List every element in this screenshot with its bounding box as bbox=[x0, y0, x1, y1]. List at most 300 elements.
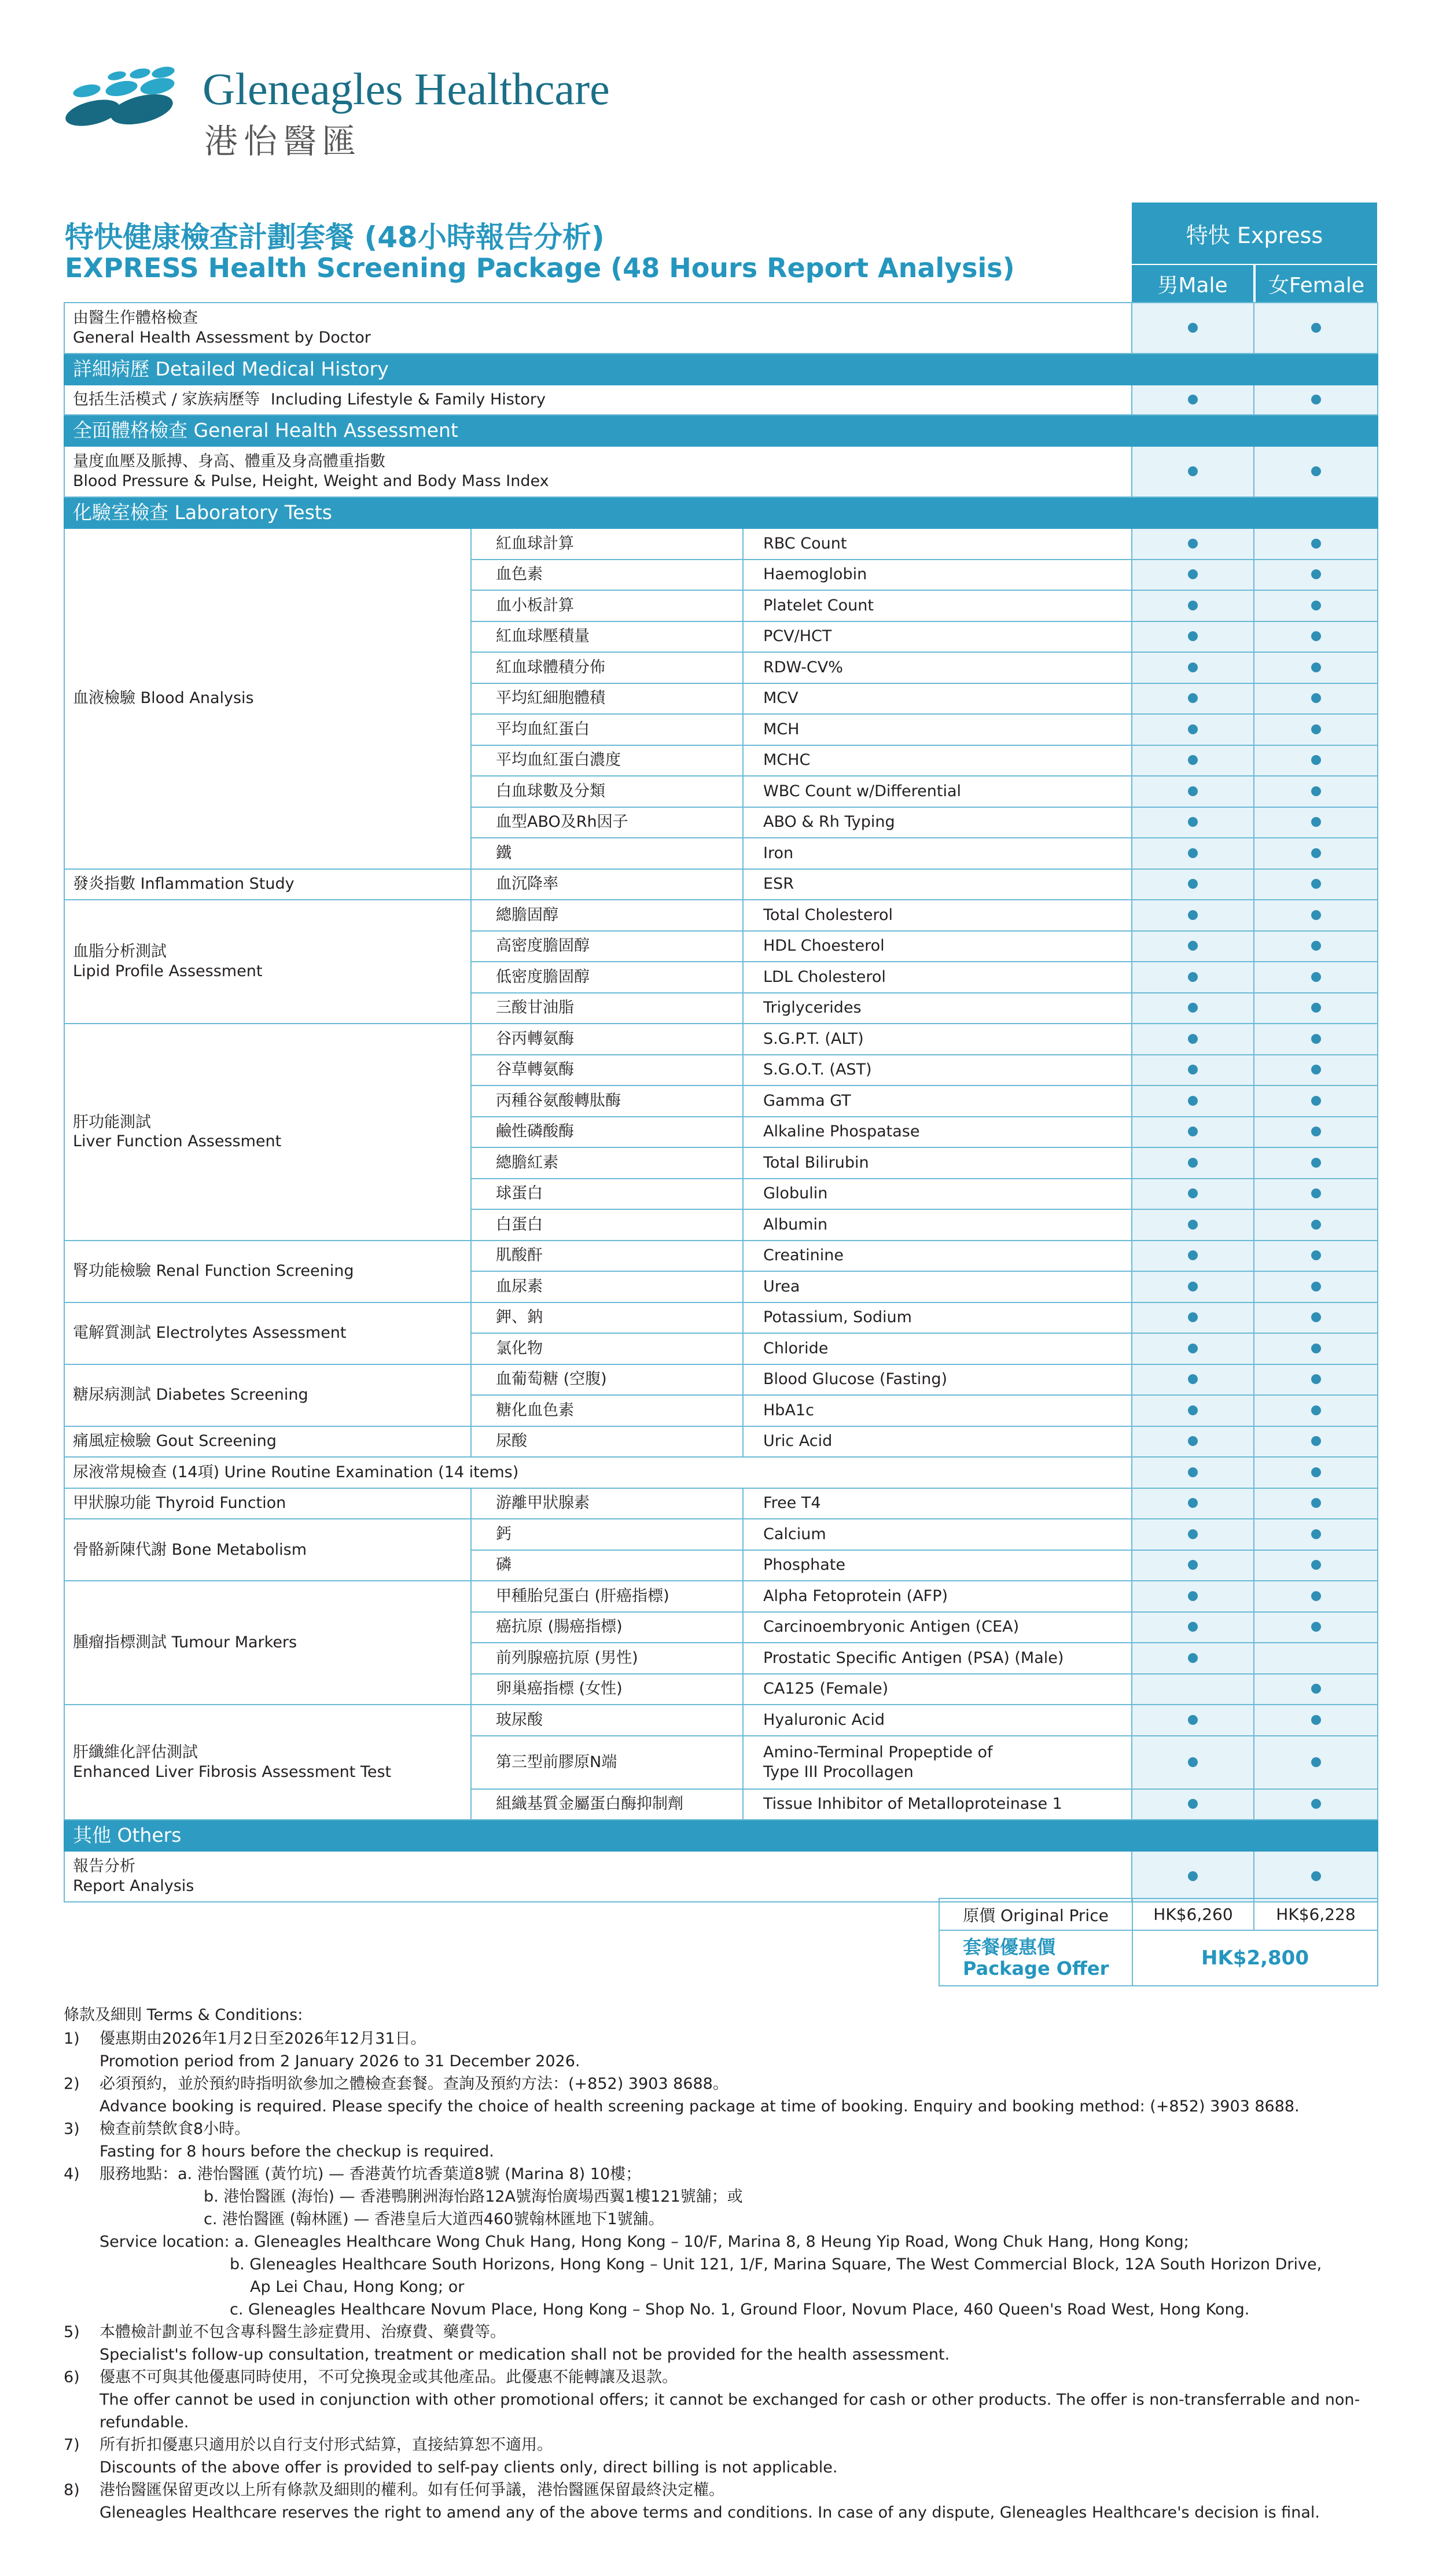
term-number: 3) bbox=[64, 2120, 80, 2138]
male-cell bbox=[1132, 993, 1254, 1024]
included-dot-icon bbox=[1311, 539, 1321, 549]
lab-test-en-line: Potassium, Sodium bbox=[763, 1308, 912, 1327]
included-dot-icon bbox=[1311, 1684, 1321, 1694]
female-cell bbox=[1254, 807, 1378, 838]
term-line: 優惠期由2026年1月2日至2026年12月31日。 bbox=[100, 2030, 426, 2048]
lab-test-en bbox=[743, 1550, 1132, 1581]
lab-test-zh: 鹼性磷酸酶 bbox=[471, 1117, 743, 1148]
included-dot-icon bbox=[1188, 817, 1198, 827]
included-dot-icon bbox=[1311, 693, 1321, 703]
lab-test-row bbox=[64, 1302, 1378, 1334]
lab-test-zh: 紅血球體積分佈 bbox=[471, 652, 743, 683]
screening-item-row bbox=[64, 446, 1378, 497]
page-title-en: EXPRESS Health Screening Package (48 Hours Report Analysis) bbox=[65, 252, 1015, 284]
female-cell bbox=[1254, 1674, 1378, 1705]
lab-test-en bbox=[743, 931, 1132, 962]
lab-test-en bbox=[743, 1789, 1132, 1820]
lab-test-en-line: Phosphate bbox=[763, 1556, 845, 1574]
lab-test-en bbox=[743, 900, 1132, 931]
lab-test-zh: 谷丙轉氨酶 bbox=[471, 1024, 743, 1055]
lab-test-row bbox=[64, 1241, 1378, 1272]
lab-group-label-line: 血液檢驗 Blood Analysis bbox=[73, 689, 254, 708]
lab-test-en bbox=[743, 1055, 1132, 1086]
male-cell bbox=[1132, 446, 1254, 497]
male-cell bbox=[1132, 303, 1254, 354]
female-cell bbox=[1254, 900, 1378, 931]
lab-test-zh: 卵巢癌指標 (女性) bbox=[471, 1674, 743, 1705]
term-line: Advance booking is required. Please specify the choice of health screening package at time of booking. Enquiry and booking method: (+852) 3903 8688. bbox=[100, 2097, 1300, 2115]
lab-test-zh: 肌酸酐 bbox=[471, 1241, 743, 1272]
term-line: Gleneagles Healthcare reserves the right to amend any of the above terms and conditions. In case of any dispute, Gleneagles Healthcare's decision is final. bbox=[100, 2504, 1320, 2522]
term-item bbox=[64, 2366, 1383, 2434]
included-dot-icon bbox=[1311, 1188, 1321, 1198]
included-dot-icon bbox=[1311, 1498, 1321, 1508]
term-line: Promotion period from 2 January 2026 to 31 December 2026. bbox=[100, 2052, 580, 2070]
male-cell bbox=[1132, 621, 1254, 653]
term-item bbox=[64, 2479, 1383, 2524]
male-cell bbox=[1132, 838, 1254, 869]
report-analysis-zh: 報告分析 bbox=[73, 1857, 135, 1876]
male-cell bbox=[1132, 1705, 1254, 1736]
included-dot-icon bbox=[1311, 879, 1321, 889]
term-body bbox=[100, 2434, 1383, 2479]
term-body bbox=[100, 2027, 1383, 2073]
included-dot-icon bbox=[1311, 569, 1321, 579]
lab-test-zh: 紅血球壓積量 bbox=[471, 621, 743, 653]
term-number: 8) bbox=[64, 2481, 80, 2499]
female-cell bbox=[1254, 621, 1378, 653]
included-dot-icon bbox=[1188, 755, 1198, 765]
term-line: 必須預約，並於預約時指明欲參加之體檢查套餐。查詢及預約方法：(+852) 3903 8688。 bbox=[100, 2075, 728, 2093]
lab-test-en bbox=[743, 962, 1132, 993]
section-label: 全面體格檢查 General Health Assessment bbox=[64, 415, 1378, 446]
male-cell bbox=[1132, 1055, 1254, 1086]
included-dot-icon bbox=[1311, 755, 1321, 765]
term-line: The offer cannot be used in conjunction with other promotional offers; it cannot be exchanged for cash or other products. The offer is non-transferrable and non-refundable. bbox=[100, 2391, 1360, 2431]
lab-test-en-line: Iron bbox=[763, 844, 794, 862]
lab-group-label bbox=[64, 1024, 471, 1241]
lab-test-zh: 玻尿酸 bbox=[471, 1705, 743, 1736]
section-header bbox=[64, 1820, 1378, 1851]
original-price-female: HK$6,228 bbox=[1254, 1898, 1378, 1930]
male-cell bbox=[1132, 1241, 1254, 1272]
included-dot-icon bbox=[1188, 848, 1198, 858]
lab-test-en-line: Carcinoembryonic Antigen (CEA) bbox=[763, 1618, 1020, 1636]
screening-item-row bbox=[64, 1851, 1378, 1902]
lab-group-label bbox=[64, 528, 471, 869]
lab-test-en-line: Type III Procollagen bbox=[763, 1762, 914, 1781]
included-dot-icon bbox=[1311, 395, 1321, 404]
male-cell bbox=[1132, 1581, 1254, 1612]
lab-group-label-line: 甲狀腺功能 Thyroid Function bbox=[73, 1494, 286, 1513]
lab-group-label-line: 發炎指數 Inflammation Study bbox=[73, 875, 295, 893]
lab-test-zh: 氯化物 bbox=[471, 1333, 743, 1364]
lab-test-en bbox=[743, 1426, 1132, 1458]
included-dot-icon bbox=[1188, 1529, 1198, 1539]
lab-test-en-line: HDL Choesterol bbox=[763, 937, 885, 955]
lab-test-row bbox=[64, 1519, 1378, 1550]
included-dot-icon bbox=[1188, 1871, 1198, 1881]
included-dot-icon bbox=[1311, 848, 1321, 858]
term-number: 6) bbox=[64, 2368, 80, 2386]
female-cell bbox=[1254, 869, 1378, 900]
female-cell bbox=[1254, 1851, 1378, 1902]
term-number: 7) bbox=[64, 2436, 80, 2454]
lab-group-label bbox=[64, 1519, 471, 1581]
included-dot-icon bbox=[1311, 1127, 1321, 1136]
lab-test-en bbox=[743, 1705, 1132, 1736]
lab-test-row bbox=[64, 1705, 1378, 1736]
male-cell bbox=[1132, 1519, 1254, 1550]
term-item bbox=[64, 2163, 1383, 2321]
term-number: 1) bbox=[64, 2030, 80, 2048]
term-line: c. 港怡醫匯 (翰林匯) — 香港皇后大道西460號翰林匯地下1號舖。 bbox=[204, 2210, 664, 2228]
lab-test-en bbox=[743, 807, 1132, 838]
lab-group-label-line: 肝纖維化評估測試 bbox=[73, 1743, 198, 1761]
included-dot-icon bbox=[1188, 1560, 1198, 1570]
screening-item-zh: 量度血壓及脈搏、身高、體重及身高體重指數 bbox=[73, 452, 385, 471]
term-item bbox=[64, 2434, 1383, 2479]
term-item bbox=[64, 2118, 1383, 2163]
lab-test-en-line: Haemoglobin bbox=[763, 565, 867, 584]
included-dot-icon bbox=[1188, 941, 1198, 951]
term-body bbox=[100, 2163, 1383, 2321]
included-dot-icon bbox=[1311, 1220, 1321, 1230]
package-header bbox=[1132, 203, 1377, 302]
female-column-header: 女Female bbox=[1256, 265, 1377, 302]
included-dot-icon bbox=[1311, 601, 1321, 610]
term-item bbox=[64, 2027, 1383, 2073]
screening-item bbox=[64, 446, 1132, 497]
lab-test-zh: 前列腺癌抗原 (男性) bbox=[471, 1643, 743, 1674]
female-cell bbox=[1254, 1055, 1378, 1086]
female-cell bbox=[1254, 652, 1378, 683]
included-dot-icon bbox=[1311, 1591, 1321, 1601]
lab-group-label bbox=[64, 1705, 471, 1820]
lab-test-zh: 球蛋白 bbox=[471, 1179, 743, 1210]
female-cell bbox=[1254, 838, 1378, 869]
included-dot-icon bbox=[1188, 1374, 1198, 1384]
lab-test-zh: 紅血球計算 bbox=[471, 528, 743, 560]
lab-test-en-line: Blood Glucose (Fasting) bbox=[763, 1370, 948, 1389]
term-line: Fasting for 8 hours before the checkup is required. bbox=[100, 2143, 494, 2161]
lab-test-en-line: Amino-Terminal Propeptide of bbox=[763, 1743, 993, 1761]
male-cell bbox=[1132, 869, 1254, 900]
brand-logo bbox=[64, 61, 700, 165]
female-cell bbox=[1254, 1643, 1378, 1674]
section-header bbox=[64, 497, 1378, 528]
female-cell bbox=[1254, 931, 1378, 962]
lab-test-zh: 甲種胎兒蛋白 (肝癌指標) bbox=[471, 1581, 743, 1612]
pricing-table bbox=[939, 1898, 1378, 1986]
screening-item-en: Blood Pressure & Pulse, Height, Weight and Body Mass Index bbox=[73, 472, 549, 490]
lab-test-zh: 總膽紅素 bbox=[471, 1147, 743, 1179]
included-dot-icon bbox=[1188, 539, 1198, 549]
term-body bbox=[100, 2073, 1383, 2118]
lab-test-zh: 白血球數及分類 bbox=[471, 776, 743, 807]
lab-group-label: 尿液常規檢查 (14項) Urine Routine Examination (14 items) bbox=[64, 1457, 1132, 1488]
male-cell bbox=[1132, 560, 1254, 591]
included-dot-icon bbox=[1311, 631, 1321, 641]
term-number: 2) bbox=[64, 2075, 80, 2093]
section-label: 詳細病歷 Detailed Medical History bbox=[64, 354, 1378, 385]
lab-test-zh: 血型ABO及Rh因子 bbox=[471, 807, 743, 838]
male-cell bbox=[1132, 1117, 1254, 1148]
screening-item-en: Including Lifestyle & Family History bbox=[270, 391, 546, 409]
included-dot-icon bbox=[1311, 941, 1321, 951]
male-cell bbox=[1132, 1024, 1254, 1055]
lab-test-en-line: Albumin bbox=[763, 1215, 828, 1234]
lab-test-en-line: Triglycerides bbox=[763, 999, 862, 1017]
package-offer-price: HK$2,800 bbox=[1132, 1930, 1378, 1986]
lab-test-en-line: Total Cholesterol bbox=[763, 906, 893, 924]
terms-list bbox=[64, 2027, 1383, 2524]
lab-group-label-line: 骨骼新陳代謝 Bone Metabolism bbox=[73, 1540, 307, 1559]
lab-test-en-line: Tissue Inhibitor of Metalloproteinase 1 bbox=[763, 1795, 1062, 1813]
male-cell bbox=[1132, 1643, 1254, 1674]
female-cell bbox=[1254, 1333, 1378, 1364]
included-dot-icon bbox=[1188, 1282, 1198, 1291]
lab-group-label-line: 糖尿病測試 Diabetes Screening bbox=[73, 1386, 308, 1404]
included-dot-icon bbox=[1311, 972, 1321, 982]
package-offer-label bbox=[939, 1930, 1132, 1986]
lab-test-en bbox=[743, 1117, 1132, 1148]
lab-test-zh: 平均紅細胞體積 bbox=[471, 683, 743, 715]
male-cell bbox=[1132, 1271, 1254, 1302]
lab-test-en bbox=[743, 1302, 1132, 1334]
female-cell bbox=[1254, 1519, 1378, 1550]
lab-test-row bbox=[64, 1364, 1378, 1396]
terms-title: 條款及細則 Terms & Conditions: bbox=[64, 2006, 303, 2024]
lab-group-label bbox=[64, 1488, 471, 1519]
female-cell bbox=[1254, 1117, 1378, 1148]
lab-group-label bbox=[64, 1581, 471, 1705]
lab-test-en bbox=[743, 745, 1132, 777]
term-line: 本體檢計劃並不包含專科醫生診症費用、治療費、藥費等。 bbox=[100, 2323, 506, 2341]
lab-test-en bbox=[743, 1612, 1132, 1643]
male-cell bbox=[1132, 1426, 1254, 1458]
included-dot-icon bbox=[1188, 1158, 1198, 1168]
lab-test-en bbox=[743, 1364, 1132, 1396]
lab-test-en-line: Creatinine bbox=[763, 1246, 844, 1265]
included-dot-icon bbox=[1311, 1034, 1321, 1044]
term-body bbox=[100, 2479, 1383, 2524]
included-dot-icon bbox=[1188, 1127, 1198, 1136]
female-cell bbox=[1254, 385, 1378, 415]
male-cell bbox=[1132, 931, 1254, 962]
lab-test-zh: 組織基質金屬蛋白酶抑制劑 bbox=[471, 1789, 743, 1820]
lab-test-en bbox=[743, 1085, 1132, 1117]
lab-test-en-line: S.G.P.T. (ALT) bbox=[763, 1029, 864, 1048]
lab-test-zh: 鐵 bbox=[471, 838, 743, 869]
included-dot-icon bbox=[1311, 1622, 1321, 1632]
lab-test-en-line: Alkaline Phospatase bbox=[763, 1123, 920, 1141]
package-offer-label-en: Package Offer bbox=[963, 1957, 1109, 1979]
lab-group-label-line: 腫瘤指標測試 Tumour Markers bbox=[73, 1633, 297, 1652]
female-cell bbox=[1254, 1581, 1378, 1612]
included-dot-icon bbox=[1188, 1715, 1198, 1725]
female-cell bbox=[1254, 560, 1378, 591]
lab-test-zh: 鉀、鈉 bbox=[471, 1302, 743, 1334]
screening-item-en: General Health Assessment by Doctor bbox=[73, 329, 371, 347]
screening-item-row bbox=[64, 303, 1378, 354]
female-cell bbox=[1254, 1705, 1378, 1736]
term-body bbox=[100, 2321, 1383, 2366]
male-cell bbox=[1132, 900, 1254, 931]
lab-test-en bbox=[743, 1395, 1132, 1426]
lab-test-row bbox=[64, 1024, 1378, 1055]
included-dot-icon bbox=[1311, 1467, 1321, 1477]
term-line: Discounts of the above offer is provided to self-pay clients only, direct billing is not applicable. bbox=[100, 2459, 838, 2476]
female-cell bbox=[1254, 1179, 1378, 1210]
female-cell bbox=[1254, 1457, 1378, 1488]
male-column-header: 男Male bbox=[1132, 265, 1253, 302]
lab-test-zh: 總膽固醇 bbox=[471, 900, 743, 931]
included-dot-icon bbox=[1188, 1757, 1198, 1767]
male-cell bbox=[1132, 1179, 1254, 1210]
included-dot-icon bbox=[1311, 466, 1321, 476]
male-cell bbox=[1132, 1674, 1254, 1705]
included-dot-icon bbox=[1311, 323, 1321, 333]
included-dot-icon bbox=[1188, 1498, 1198, 1508]
included-dot-icon bbox=[1188, 1220, 1198, 1230]
male-cell bbox=[1132, 590, 1254, 621]
screening-item bbox=[64, 303, 1132, 354]
included-dot-icon bbox=[1311, 1096, 1321, 1106]
included-dot-icon bbox=[1311, 910, 1321, 920]
lab-test-en bbox=[743, 1333, 1132, 1364]
included-dot-icon bbox=[1188, 972, 1198, 982]
female-cell bbox=[1254, 1426, 1378, 1458]
male-cell bbox=[1132, 1395, 1254, 1426]
male-cell bbox=[1132, 1209, 1254, 1241]
term-line: Specialist's follow-up consultation, treatment or medication shall not be provided for the health assessment. bbox=[100, 2346, 950, 2364]
lab-test-en bbox=[743, 776, 1132, 807]
female-cell bbox=[1254, 1736, 1378, 1789]
lab-test-en-line: Platelet Count bbox=[763, 596, 874, 614]
female-cell bbox=[1254, 1364, 1378, 1396]
female-cell bbox=[1254, 303, 1378, 354]
lab-test-en bbox=[743, 838, 1132, 869]
lab-group-label bbox=[64, 900, 471, 1024]
lab-test-zh: 血色素 bbox=[471, 560, 743, 591]
included-dot-icon bbox=[1188, 1034, 1198, 1044]
included-dot-icon bbox=[1188, 786, 1198, 796]
report-analysis-en: Report Analysis bbox=[73, 1877, 194, 1895]
lab-test-en bbox=[743, 1209, 1132, 1241]
male-cell bbox=[1132, 1736, 1254, 1789]
male-cell bbox=[1132, 962, 1254, 993]
lab-test-en-line: Uric Acid bbox=[763, 1432, 833, 1451]
included-dot-icon bbox=[1188, 1799, 1198, 1809]
lab-group-label-line: Liver Function Assessment bbox=[73, 1132, 282, 1151]
female-cell bbox=[1254, 1550, 1378, 1581]
lab-test-zh: 血沉降率 bbox=[471, 869, 743, 900]
male-cell bbox=[1132, 1457, 1254, 1488]
terms-and-conditions bbox=[64, 2004, 1383, 2524]
term-line: 檢查前禁飲食8小時。 bbox=[100, 2120, 251, 2138]
included-dot-icon bbox=[1311, 1436, 1321, 1446]
lab-test-en bbox=[743, 1024, 1132, 1055]
male-cell bbox=[1132, 1488, 1254, 1519]
female-cell bbox=[1254, 993, 1378, 1024]
lab-test-en-line: RDW-CV% bbox=[763, 658, 843, 676]
female-cell bbox=[1254, 1612, 1378, 1643]
included-dot-icon bbox=[1188, 1250, 1198, 1260]
lab-test-en-line: ABO & Rh Typing bbox=[763, 813, 895, 831]
lab-test-en-line: S.G.O.T. (AST) bbox=[763, 1061, 872, 1079]
lab-test-en bbox=[743, 590, 1132, 621]
lab-test-row bbox=[64, 1457, 1378, 1488]
lab-test-zh: 三酸甘油脂 bbox=[471, 993, 743, 1024]
lab-test-zh: 丙種谷氨酸轉肽酶 bbox=[471, 1085, 743, 1117]
lab-test-en-line: MCH bbox=[763, 720, 800, 738]
lab-test-en bbox=[743, 560, 1132, 591]
page-title-zh: 特快健康檢查計劃套餐 (48小時報告分析) bbox=[65, 220, 605, 254]
lab-test-en bbox=[743, 1241, 1132, 1272]
term-number: 5) bbox=[64, 2323, 80, 2341]
lab-test-zh: 平均血紅蛋白 bbox=[471, 714, 743, 745]
lab-test-en-line: Gamma GT bbox=[763, 1091, 851, 1110]
lab-test-zh: 谷草轉氨酶 bbox=[471, 1055, 743, 1086]
female-cell bbox=[1254, 776, 1378, 807]
included-dot-icon bbox=[1188, 601, 1198, 610]
lab-test-en bbox=[743, 683, 1132, 715]
lab-group-label-line: 腎功能檢驗 Renal Function Screening bbox=[73, 1262, 354, 1280]
lab-test-en bbox=[743, 528, 1132, 560]
included-dot-icon bbox=[1188, 1622, 1198, 1632]
included-dot-icon bbox=[1188, 1436, 1198, 1446]
term-body bbox=[100, 2118, 1383, 2163]
included-dot-icon bbox=[1188, 910, 1198, 920]
lab-test-zh: 血小板計算 bbox=[471, 590, 743, 621]
term-line: 服務地點：a. 港怡醫匯 (黃竹坑) — 香港黃竹坑香葉道8號 (Marina 8) 10樓； bbox=[100, 2165, 642, 2183]
lab-test-en-line: MCV bbox=[763, 689, 799, 708]
term-line: 港怡醫匯保留更改以上所有條款及細則的權利。如有任何爭議，港怡醫匯保留最終決定權。 bbox=[100, 2481, 724, 2499]
male-cell bbox=[1132, 1789, 1254, 1820]
female-cell bbox=[1254, 745, 1378, 777]
included-dot-icon bbox=[1188, 1591, 1198, 1601]
lab-test-en bbox=[743, 621, 1132, 653]
dots-swoosh-logo-icon bbox=[64, 65, 197, 141]
lab-test-zh: 平均血紅蛋白濃度 bbox=[471, 745, 743, 777]
screening-item bbox=[64, 385, 1132, 415]
included-dot-icon bbox=[1311, 1250, 1321, 1260]
male-cell bbox=[1132, 776, 1254, 807]
lab-test-zh: 糖化血色素 bbox=[471, 1395, 743, 1426]
included-dot-icon bbox=[1188, 323, 1198, 333]
lab-test-zh: 第三型前膠原N端 bbox=[471, 1736, 743, 1789]
section-header bbox=[64, 354, 1378, 385]
lab-test-en bbox=[743, 1736, 1132, 1789]
included-dot-icon bbox=[1188, 693, 1198, 703]
male-cell bbox=[1132, 652, 1254, 683]
included-dot-icon bbox=[1188, 1405, 1198, 1415]
male-cell bbox=[1132, 807, 1254, 838]
male-cell bbox=[1132, 745, 1254, 777]
term-line: 所有折扣優惠只適用於以自行支付形式結算，直接結算恕不適用。 bbox=[100, 2436, 553, 2454]
included-dot-icon bbox=[1311, 1282, 1321, 1291]
screening-item-row bbox=[64, 385, 1378, 415]
female-cell bbox=[1254, 1085, 1378, 1117]
lab-group-label bbox=[64, 1241, 471, 1302]
lab-test-en bbox=[743, 1488, 1132, 1519]
lab-test-en-line: WBC Count w/Differential bbox=[763, 782, 961, 800]
lab-test-en-line: CA125 (Female) bbox=[763, 1680, 889, 1698]
lab-test-zh: 血尿素 bbox=[471, 1271, 743, 1302]
lab-test-en bbox=[743, 1271, 1132, 1302]
included-dot-icon bbox=[1188, 1344, 1198, 1353]
